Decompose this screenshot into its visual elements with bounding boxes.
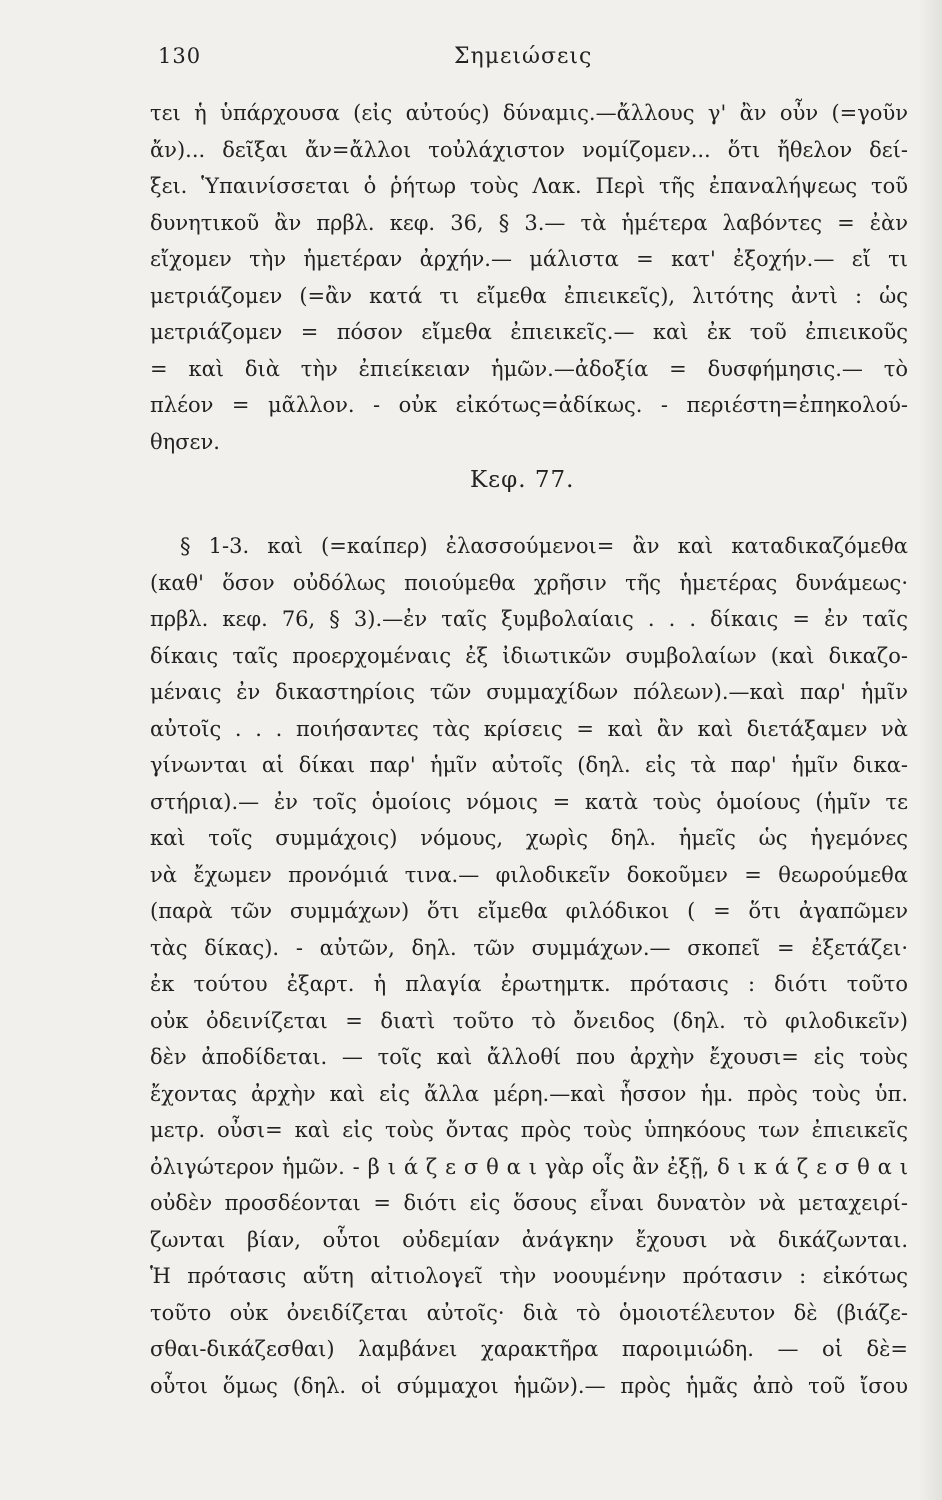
- chapter-heading: Κεφ. 77.: [470, 467, 575, 493]
- text-line: αὐτοῖς . . . ποιήσαντες τὰς κρίσεις = καὶ ἂν καὶ διετάξαμεν νὰ: [150, 716, 908, 741]
- page-header: [158, 44, 882, 84]
- text-line: τει ἡ ὑπάρχουσα (εἰς αὐτούς) δύναμις.—ἄλλους γ' ἂν οὖν (=γοῦν: [150, 101, 908, 125]
- text-line: οὗτοι ὅμως (δηλ. οἱ σύμμαχοι ἡμῶν).— πρὸς ἡμᾶς ἀπὸ τοῦ ἴσου: [150, 1373, 908, 1398]
- text-line: δίκαις ταῖς προερχομέναις ἐξ ἰδιωτικῶν συμβολαίων (καὶ δικαζο-: [150, 643, 908, 668]
- page-edge-shadow: [918, 0, 942, 1500]
- text-line: Ἡ πρότασις αὕτη αἰτιολογεῖ τὴν νοουμένην πρότασιν : εἰκότως: [150, 1264, 908, 1288]
- text-line: (παρὰ τῶν συμμάχων) ὅτι εἴμεθα φιλόδικοι ( = ὅτι ἀγαπῶμεν: [150, 899, 908, 923]
- text-line: πλέον = μᾶλλον. - οὐκ εἰκότως=ἀδίκως. - περιέστη=ἐπηκολού-: [150, 393, 908, 417]
- chapter-notes: [150, 528, 908, 1404]
- text-line: μετριάζομεν (=ἂν κατά τι εἴμεθα ἐπιεικεῖς), λιτότης ἀντὶ : ὡς: [150, 283, 908, 308]
- text-line: θησεν.: [150, 429, 220, 454]
- text-line: δυνητικοῦ ἂν πρβλ. κεφ. 36, § 3.— τὰ ἡμέτερα λαβόντες = ἐὰν: [150, 210, 908, 235]
- notes-continuation: [150, 95, 908, 460]
- text-line: στήρια).— ἐν τοῖς ὁμοίοις νόμοις = κατὰ τοὺς ὁμοίους (ἡμῖν τε: [150, 789, 908, 814]
- text-line: ἄν)... δεῖξαι ἄν=ἄλλοι τοὐλάχιστον νομίζομεν... ὅτι ἤθελον δεί-: [150, 137, 908, 162]
- text-line: εἴχομεν τὴν ἡμετέραν ἀρχήν.— μάλιστα = κατ' ἐξοχήν.— εἴ τι: [150, 247, 908, 271]
- text-line: οὐκ ὀδεινίζεται = διατὶ τοῦτο τὸ ὄνειδος (δηλ. τὸ φιλοδικεῖν): [150, 1008, 908, 1033]
- body-text: [150, 95, 908, 1404]
- text-line: μετριάζομεν = πόσον εἴμεθα ἐπιεικεῖς.— καὶ ἐκ τοῦ ἐπιεικοῦς: [150, 320, 908, 344]
- text-line: δὲν ἀποδίδεται. — τοῖς καὶ ἄλλοθί που ἀρχὴν ἔχουσι= εἰς τοὺς: [150, 1045, 908, 1069]
- section-spacer: [150, 500, 908, 528]
- text-line: μέναις ἐν δικαστηρίοις τῶν συμμαχίδων πόλεων).—καὶ παρ' ἡμῖν: [150, 680, 908, 704]
- text-line: γίνωνται αἱ δίκαι παρ' ἡμῖν αὐτοῖς (δηλ. εἰς τὰ παρ' ἡμῖν δικα-: [150, 753, 908, 777]
- text-line: ζωνται βίαν, οὗτοι οὐδεμίαν ἀνάγκην ἔχουσι νὰ δικάζωνται.: [150, 1227, 908, 1252]
- text-line: πρβλ. κεφ. 76, § 3).—ἐν ταῖς ξυμβολαίαις . . . δίκαις = ἐν ταῖς: [150, 607, 908, 631]
- text-line: σθαι-δικάζεσθαι) λαμβάνει χαρακτῆρα παροιμιώδη. — οἱ δὲ=: [150, 1337, 908, 1361]
- text-line: καὶ τοῖς συμμάχοις) νόμους, χωρὶς δηλ. ἡμεῖς ὡς ἡγεμόνες: [150, 826, 908, 850]
- text-line: ὀλιγώτερον ἡμῶν. - β ι ά ζ ε σ θ α ι γὰρ οἷς ἂν ἐξῇ, δ ι κ ά ζ ε σ θ α ι: [150, 1154, 908, 1179]
- text-line: τὰς δίκας). - αὐτῶν, δηλ. τῶν συμμάχων.— σκοπεῖ = ἐξετάζει·: [150, 935, 908, 960]
- text-line: (καθ' ὅσον οὐδόλως ποιούμεθα χρῆσιν τῆς ἡμετέρας δυνάμεως·: [150, 570, 908, 595]
- page-number: 130: [158, 44, 202, 68]
- text-line: οὐδὲν προσδέονται = διότι εἰς ὅσους εἶναι δυνατὸν νὰ μεταχειρί-: [150, 1191, 908, 1215]
- running-title: Σημειώσεις: [454, 44, 593, 69]
- text-line: ἔχοντας ἀρχὴν καὶ εἰς ἄλλα μέρη.—καὶ ἧσσον ἡμ. πρὸς τοὺς ὑπ.: [150, 1081, 908, 1106]
- text-line: § 1-3. καὶ (=καίπερ) ἐλασσούμενοι= ἂν καὶ καταδικαζόμεθα: [180, 534, 908, 558]
- text-line: ξει. Ὑπαινίσσεται ὁ ῥήτωρ τοὺς Λακ. Περὶ τῆς ἐπαναλήψεως τοῦ: [150, 174, 908, 198]
- text-line: τοῦτο οὐκ ὀνειδίζεται αὐτοῖς· διὰ τὸ ὁμοιοτέλευτον δὲ (βιάζε-: [150, 1300, 908, 1325]
- text-line: νὰ ἔχωμεν προνόμιά τινα.— φιλοδικεῖν δοκοῦμεν = θεωρούμεθα: [150, 862, 908, 887]
- text-line: ἐκ τούτου ἐξαρτ. ἡ πλαγία ἐρωτημτκ. πρότασις : διότι τοῦτο: [150, 972, 908, 996]
- text-line: = καὶ διὰ τὴν ἐπιείκειαν ἡμῶν.—ἀδοξία = δυσφήμησις.— τὸ: [150, 356, 908, 381]
- text-line: μετρ. οὖσι= καὶ εἰς τοὺς ὄντας πρὸς τοὺς ὑπηκόους των ἐπιεικεῖς: [150, 1118, 908, 1142]
